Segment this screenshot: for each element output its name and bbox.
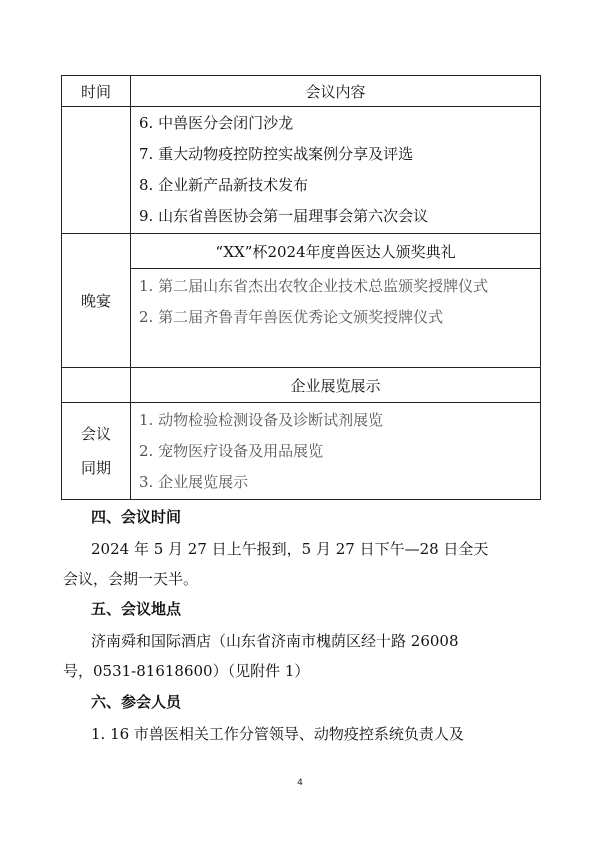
list-item: 1. 第二届山东省杰出农牧企业技术总监颁奖授牌仪式 xyxy=(139,277,489,295)
section1-items-cell xyxy=(131,107,541,234)
list-item: 6. 中兽医分会闭门沙龙 xyxy=(139,114,294,132)
time-paragraph-cont xyxy=(63,565,483,593)
expo-items-cell xyxy=(131,403,541,500)
agenda-table xyxy=(61,75,541,500)
expo-label-line2: 同期 xyxy=(80,459,111,477)
section1-time-cell xyxy=(62,107,131,234)
time-paragraph xyxy=(91,535,511,563)
people-line-1: 1. 16 市兽医相关工作分管领导、动物疫控系统负责人及 xyxy=(91,725,464,743)
expo-title-row xyxy=(62,368,541,403)
expo-label-line1: 会议 xyxy=(80,425,111,443)
header-time: 时间 xyxy=(62,76,131,107)
place-section xyxy=(91,595,511,623)
section-heading-people: 六、参会人员 xyxy=(91,693,182,711)
time-line-1: 2024 年 5 月 27 日上午报到，5 月 27 日下午—28 日全天 xyxy=(91,540,489,558)
expo-title-time-cell xyxy=(62,368,131,403)
section-heading-place: 五、会议地点 xyxy=(91,600,182,618)
expo-title: 企业展览展示 xyxy=(131,368,541,403)
banquet-title: “XX”杯2024年度兽医达人颁奖典礼 xyxy=(131,234,541,269)
time-section xyxy=(91,503,511,531)
list-item: 9. 山东省兽医协会第一届理事会第六次会议 xyxy=(139,207,429,225)
expo-list-row xyxy=(62,403,541,500)
table-header-row xyxy=(62,76,541,107)
people-section xyxy=(91,688,511,716)
list-item: 2. 第二届齐鲁青年兽医优秀论文颁奖授牌仪式 xyxy=(139,308,444,326)
page-number: 4 xyxy=(297,778,303,788)
place-line-2: 号，0531-81618600）（见附件 1） xyxy=(63,662,310,680)
time-line-2: 会议，会期一天半。 xyxy=(63,570,199,588)
section1-row xyxy=(62,107,541,234)
list-item: 3. 企业展览展示 xyxy=(139,472,249,491)
banquet-list-row xyxy=(62,269,541,368)
expo-label-cell xyxy=(62,403,131,500)
header-content: 会议内容 xyxy=(131,76,541,107)
list-item: 1. 动物检验检测设备及诊断试剂展览 xyxy=(139,410,384,429)
section-heading-time: 四、会议时间 xyxy=(91,508,182,526)
list-item: 7. 重大动物疫控防控实战案例分享及评选 xyxy=(139,145,414,163)
banquet-title-row xyxy=(62,234,541,269)
list-item: 8. 企业新产品新技术发布 xyxy=(139,176,309,194)
banquet-items-cell xyxy=(131,269,541,368)
people-paragraph xyxy=(91,720,511,748)
list-item: 2. 宠物医疗设备及用品展览 xyxy=(139,441,324,460)
place-paragraph-cont xyxy=(63,657,483,685)
place-line-1: 济南舜和国际酒店（山东省济南市槐荫区经十路 26008 xyxy=(91,632,459,650)
banquet-label: 晚宴 xyxy=(62,234,131,368)
place-paragraph xyxy=(91,627,511,655)
